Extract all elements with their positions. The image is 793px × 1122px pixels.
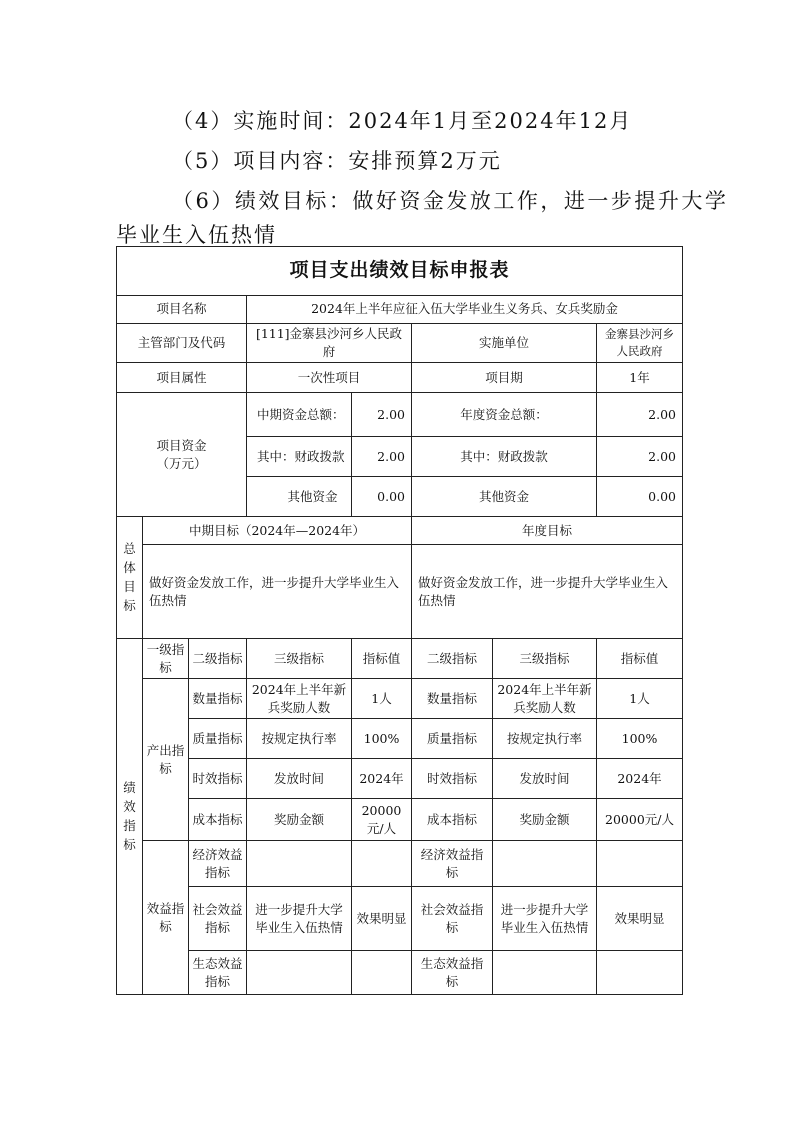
row-level2: 经济效益指标	[189, 841, 247, 887]
row-year-value	[597, 841, 683, 887]
paragraph-performance-goal: （6）绩效目标：做好资金发放工作，进一步提升大学	[172, 189, 729, 213]
row-year-level3	[493, 951, 597, 995]
row-level2: 成本指标	[189, 799, 247, 841]
header-year-level2: 二级指标	[412, 639, 493, 679]
period-label: 项目期	[412, 363, 597, 393]
row-level3: 进一步提升大学毕业生入伍热情	[247, 887, 352, 951]
row-level3: 奖励金额	[247, 799, 352, 841]
row-year-value: 20000元/人	[597, 799, 683, 841]
year-other-value: 0.00	[597, 477, 683, 517]
year-total-label: 年度资金总额：	[412, 393, 597, 437]
row-year-level2: 社会效益指标	[412, 887, 493, 951]
dept-value: [111]金寨县沙河乡人民政府	[247, 324, 412, 363]
row-value: 20000元/人	[352, 799, 412, 841]
mid-goal-text: 做好资金发放工作，进一步提升大学毕业生入伍热情	[143, 545, 412, 639]
paragraph-performance-goal-cont: 毕业生入伍热情	[116, 223, 277, 247]
year-goal-text: 做好资金发放工作，进一步提升大学毕业生入伍热情	[412, 545, 683, 639]
mid-goal-label: 中期目标（2024年—2024年）	[143, 517, 412, 545]
funds-label-cell	[117, 393, 247, 517]
perf-indicator-label: 绩效指标	[117, 639, 143, 995]
period-value: 1年	[597, 363, 683, 393]
row-level3	[247, 841, 352, 887]
year-total-value: 2.00	[597, 393, 683, 437]
impl-unit-value: 金寨县沙河乡人民政府	[597, 324, 683, 363]
row-year-level2: 数量指标	[412, 679, 493, 719]
impl-unit-label: 实施单位	[412, 324, 597, 363]
row-year-value	[597, 951, 683, 995]
row-year-level2: 经济效益指标	[412, 841, 493, 887]
header-value: 指标值	[352, 639, 412, 679]
project-name-label: 项目名称	[117, 296, 247, 324]
row-year-level2: 成本指标	[412, 799, 493, 841]
mid-other-label: 其他资金	[247, 477, 352, 517]
row-value: 效果明显	[352, 887, 412, 951]
row-level2: 社会效益指标	[189, 887, 247, 951]
performance-goal-table	[116, 246, 683, 995]
row-year-level3	[493, 841, 597, 887]
table-row	[117, 841, 683, 887]
dept-label: 主管部门及代码	[117, 324, 247, 363]
row-level3: 发放时间	[247, 759, 352, 799]
row-value: 1人	[352, 679, 412, 719]
row-level2: 质量指标	[189, 719, 247, 759]
row-level3: 按规定执行率	[247, 719, 352, 759]
year-goal-label: 年度目标	[412, 517, 683, 545]
table-row	[117, 799, 683, 841]
row-level2: 时效指标	[189, 759, 247, 799]
row-level2: 生态效益指标	[189, 951, 247, 995]
funds-label: 项目资金	[156, 437, 207, 453]
table-row	[117, 719, 683, 759]
row-year-level3: 奖励金额	[493, 799, 597, 841]
header-level3: 三级指标	[247, 639, 352, 679]
attr-label: 项目属性	[117, 363, 247, 393]
header-year-level3: 三级指标	[493, 639, 597, 679]
row-year-level3: 进一步提升大学毕业生入伍热情	[493, 887, 597, 951]
year-fiscal-value: 2.00	[597, 437, 683, 477]
row-year-level3: 按规定执行率	[493, 719, 597, 759]
overall-goal-label: 总体目标	[117, 517, 143, 639]
row-year-value: 效果明显	[597, 887, 683, 951]
row-year-level2: 时效指标	[412, 759, 493, 799]
year-fiscal-label: 其中：财政拨款	[412, 437, 597, 477]
row-year-level3: 2024年上半年新兵奖励人数	[493, 679, 597, 719]
mid-fiscal-label: 其中：财政拨款	[247, 437, 352, 477]
header-level2: 二级指标	[189, 639, 247, 679]
table-row	[117, 951, 683, 995]
row-value: 2024年	[352, 759, 412, 799]
row-level2: 数量指标	[189, 679, 247, 719]
year-other-label: 其他资金	[412, 477, 597, 517]
row-year-level3: 发放时间	[493, 759, 597, 799]
table-row	[117, 887, 683, 951]
paragraph-implementation-time: （4）实施时间：2024年1月至2024年12月	[172, 109, 633, 133]
header-year-value: 指标值	[597, 639, 683, 679]
mid-total-label: 中期资金总额：	[247, 393, 352, 437]
attr-value: 一次性项目	[247, 363, 412, 393]
row-year-value: 2024年	[597, 759, 683, 799]
row-value	[352, 951, 412, 995]
row-value: 100%	[352, 719, 412, 759]
row-level3	[247, 951, 352, 995]
row-level3: 2024年上半年新兵奖励人数	[247, 679, 352, 719]
output-indicator-label: 产出指标	[143, 679, 189, 841]
mid-other-value: 0.00	[352, 477, 412, 517]
table-row	[117, 759, 683, 799]
row-year-level2: 质量指标	[412, 719, 493, 759]
paragraph-project-content: （5）项目内容：安排预算2万元	[172, 149, 502, 173]
row-value	[352, 841, 412, 887]
project-name-value: 2024年上半年应征入伍大学毕业生义务兵、女兵奖励金	[247, 296, 683, 324]
row-year-value: 1人	[597, 679, 683, 719]
row-year-value: 100%	[597, 719, 683, 759]
row-year-level2: 生态效益指标	[412, 951, 493, 995]
mid-total-value: 2.00	[352, 393, 412, 437]
mid-fiscal-value: 2.00	[352, 437, 412, 477]
header-level1: 一级指标	[143, 639, 189, 679]
table-title: 项目支出绩效目标申报表	[117, 247, 683, 296]
benefit-indicator-label: 效益指标	[143, 841, 189, 995]
funds-unit: （万元）	[156, 455, 207, 471]
table-row	[117, 679, 683, 719]
